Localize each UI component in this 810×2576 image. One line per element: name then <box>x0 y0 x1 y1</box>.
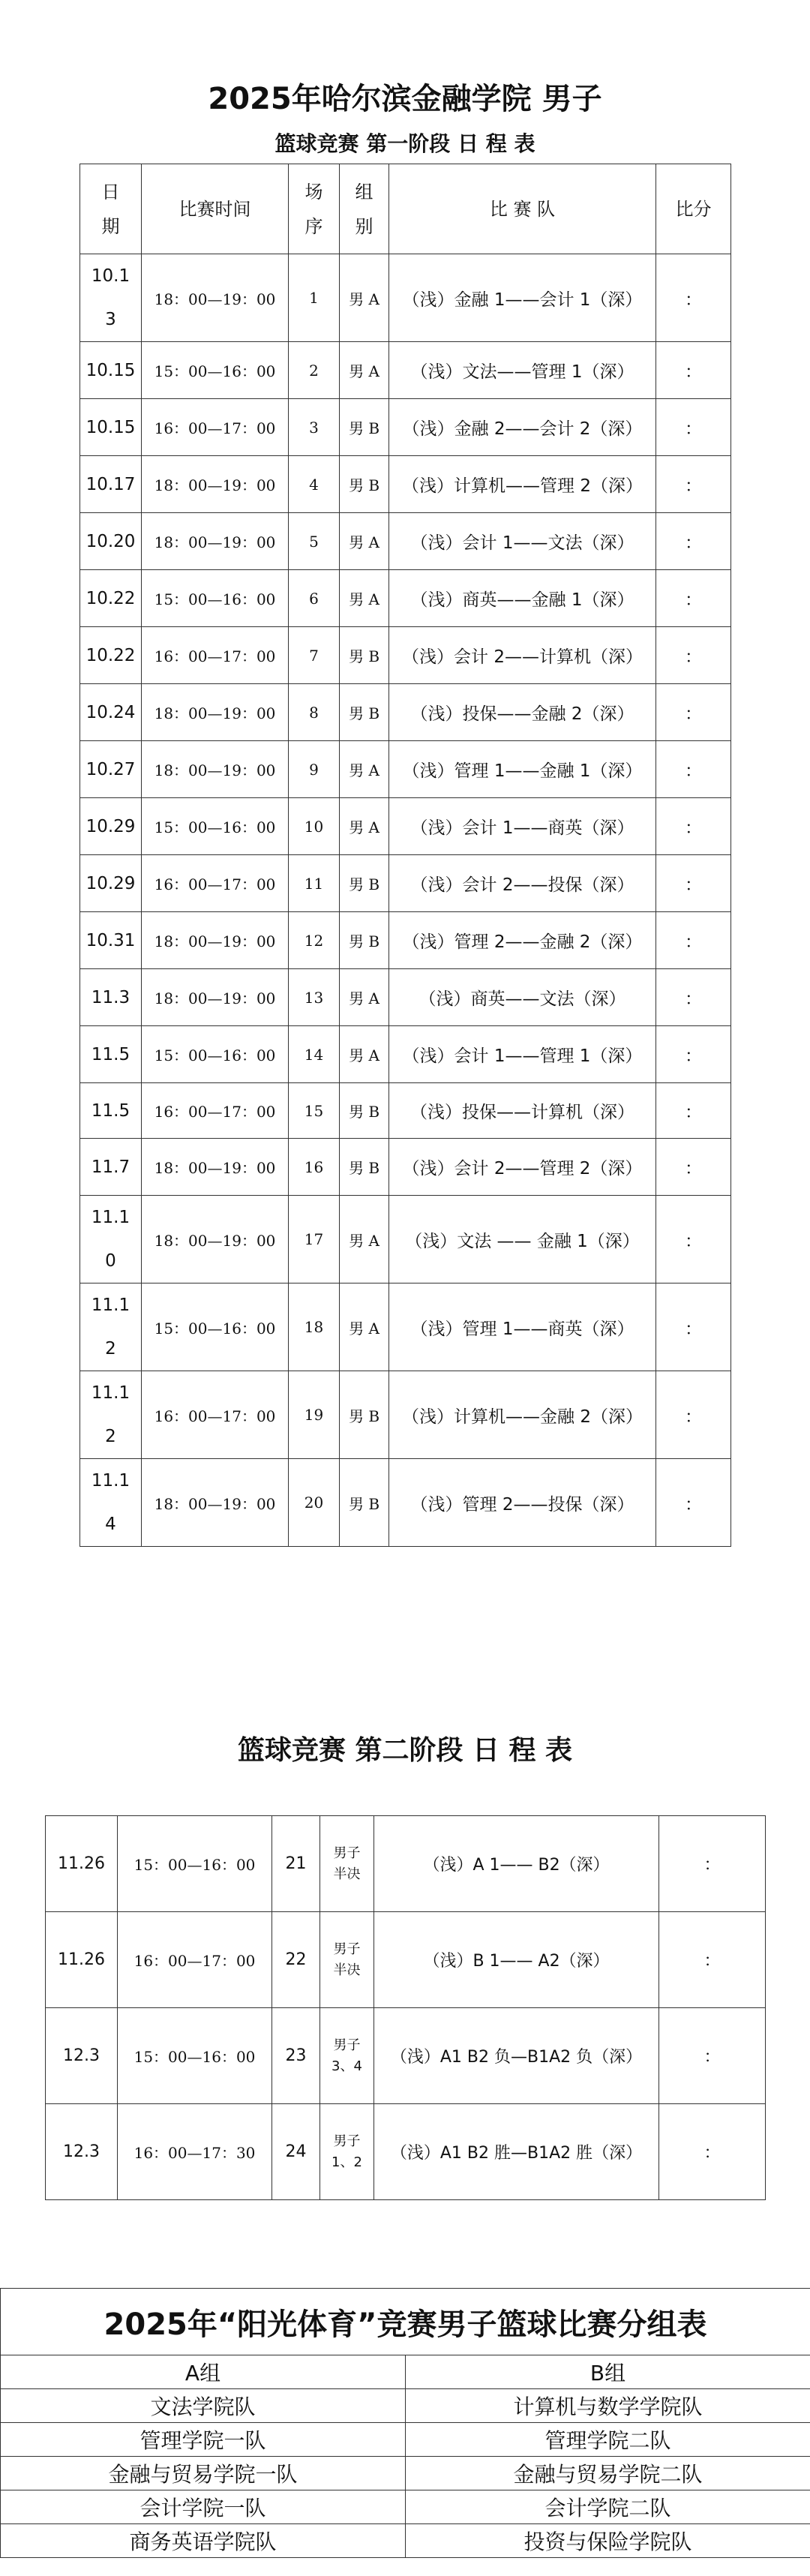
group-row <box>1 2524 810 2558</box>
group-table <box>0 2288 810 2558</box>
match-seq: 20 <box>289 1459 340 1547</box>
match-seq: 18 <box>289 1283 340 1371</box>
group-b-team: 投资与保险学院队 <box>406 2524 810 2558</box>
match-teams: （浅）金融 1——会计 1（深） <box>389 254 656 342</box>
match-date: 10.17 <box>80 456 142 513</box>
group-row <box>1 2457 810 2490</box>
match-date: 10.24 <box>80 684 142 741</box>
match-seq: 12 <box>289 912 340 969</box>
match-date: 10.15 <box>80 342 142 399</box>
stage1-row <box>80 342 731 399</box>
match-score: ： <box>659 1816 766 1912</box>
stage1-row <box>80 969 731 1026</box>
match-teams: （浅）会计 1——商英（深） <box>389 798 656 855</box>
match-score: ： <box>656 627 731 684</box>
match-time: 15：00—16：00 <box>118 1816 272 1912</box>
group-a-team: 金融与贸易学院一队 <box>1 2457 406 2490</box>
match-time: 16：00—17：00 <box>142 1083 289 1139</box>
match-teams: （浅）A 1—— B2（深） <box>374 1816 659 1912</box>
match-seq: 17 <box>289 1196 340 1283</box>
match-time: 18：00—19：00 <box>142 1459 289 1547</box>
match-seq: 7 <box>289 627 340 684</box>
group-row <box>1 2389 810 2423</box>
match-date: 10.22 <box>80 570 142 627</box>
header-group: 组 别 <box>340 164 389 254</box>
match-time: 15：00—16：00 <box>142 570 289 627</box>
match-date: 11.1 2 <box>80 1371 142 1459</box>
header-time: 比赛时间 <box>142 164 289 254</box>
match-score: ： <box>656 342 731 399</box>
match-date: 11.5 <box>80 1083 142 1139</box>
match-date: 11.1 4 <box>80 1459 142 1547</box>
stage1-header-row <box>80 164 731 254</box>
match-score: ： <box>656 1026 731 1083</box>
stage1-row <box>80 1139 731 1196</box>
stage1-subtitle: 篮球竞赛 第一阶段 日 程 表 <box>274 131 536 156</box>
match-time: 16：00—17：00 <box>142 627 289 684</box>
match-time: 18：00—19：00 <box>142 513 289 570</box>
match-date: 11.1 0 <box>80 1196 142 1283</box>
match-group: 男 B <box>340 1371 389 1459</box>
match-teams: （浅）商英——金融 1（深） <box>389 570 656 627</box>
match-group: 男 A <box>340 741 389 798</box>
stage1-row <box>80 456 731 513</box>
match-score: ： <box>656 513 731 570</box>
match-group: 男 B <box>340 456 389 513</box>
match-seq: 15 <box>289 1083 340 1139</box>
match-teams: （浅）计算机——金融 2（深） <box>389 1371 656 1459</box>
stage1-row <box>80 1283 731 1371</box>
stage1-row <box>80 798 731 855</box>
match-score: ： <box>656 1083 731 1139</box>
match-teams: （浅）计算机——管理 2（深） <box>389 456 656 513</box>
stage1-row <box>80 912 731 969</box>
match-teams: （浅）管理 2——投保（深） <box>389 1459 656 1547</box>
match-date: 10.20 <box>80 513 142 570</box>
match-seq: 10 <box>289 798 340 855</box>
match-date: 10.22 <box>80 627 142 684</box>
match-date: 10.29 <box>80 798 142 855</box>
match-teams: （浅）会计 2——计算机（深） <box>389 627 656 684</box>
match-teams: （浅）管理 1——金融 1（深） <box>389 741 656 798</box>
match-seq: 9 <box>289 741 340 798</box>
match-score: ： <box>656 456 731 513</box>
match-date: 11.7 <box>80 1139 142 1196</box>
stage2-row <box>46 2008 766 2104</box>
match-teams: （浅）投保——计算机（深） <box>389 1083 656 1139</box>
match-score: ： <box>656 798 731 855</box>
stage1-row <box>80 627 731 684</box>
stage2-row <box>46 1912 766 2008</box>
group-a-team: 文法学院队 <box>1 2389 406 2423</box>
match-score: ： <box>656 912 731 969</box>
stage2-schedule-table <box>45 1815 766 2200</box>
match-date: 10.1 3 <box>80 254 142 342</box>
stage1-row <box>80 1459 731 1547</box>
group-table-title: 2025年“阳光体育”竞赛男子篮球比赛分组表 <box>1 2289 810 2355</box>
match-group: 男 A <box>340 342 389 399</box>
stage1-row <box>80 1196 731 1283</box>
match-teams: （浅）B 1—— A2（深） <box>374 1912 659 2008</box>
header-teams: 比 赛 队 <box>389 164 656 254</box>
match-date: 10.31 <box>80 912 142 969</box>
match-score: ： <box>656 1139 731 1196</box>
match-time: 18：00—19：00 <box>142 741 289 798</box>
stage1-schedule-table <box>80 164 731 1547</box>
match-date: 12.3 <box>46 2008 118 2104</box>
match-teams: （浅）会计 2——管理 2（深） <box>389 1139 656 1196</box>
match-group: 男 B <box>340 1459 389 1547</box>
match-seq: 13 <box>289 969 340 1026</box>
match-score: ： <box>656 254 731 342</box>
match-teams: （浅）管理 2——金融 2（深） <box>389 912 656 969</box>
match-teams: （浅）会计 2——投保（深） <box>389 855 656 912</box>
stage1-row <box>80 570 731 627</box>
match-date: 10.29 <box>80 855 142 912</box>
match-score: ： <box>656 1283 731 1371</box>
match-score: ： <box>656 855 731 912</box>
match-score: ： <box>656 684 731 741</box>
match-group: 男 A <box>340 969 389 1026</box>
match-group: 男 B <box>340 912 389 969</box>
match-seq: 11 <box>289 855 340 912</box>
group-b-team: 管理学院二队 <box>406 2423 810 2457</box>
stage1-row <box>80 254 731 342</box>
match-group: 男 A <box>340 254 389 342</box>
match-seq: 2 <box>289 342 340 399</box>
match-date: 11.3 <box>80 969 142 1026</box>
stage1-row <box>80 855 731 912</box>
match-date: 11.5 <box>80 1026 142 1083</box>
group-b-label: B组 <box>406 2355 810 2389</box>
match-score: ： <box>656 1196 731 1283</box>
match-time: 15：00—16：00 <box>142 1283 289 1371</box>
match-group: 男子 半决 <box>320 1816 374 1912</box>
stage1-row <box>80 1371 731 1459</box>
match-date: 11.1 2 <box>80 1283 142 1371</box>
match-date: 11.26 <box>46 1912 118 2008</box>
match-time: 16：00—17：00 <box>118 1912 272 2008</box>
match-time: 18：00—19：00 <box>142 969 289 1026</box>
stage2-row <box>46 2104 766 2200</box>
match-teams: （浅）商英——文法（深） <box>389 969 656 1026</box>
match-score: ： <box>659 2104 766 2200</box>
group-row <box>1 2423 810 2457</box>
stage1-title: 2025年哈尔滨金融学院 男子 <box>208 82 602 116</box>
match-time: 18：00—19：00 <box>142 912 289 969</box>
group-a-label: A组 <box>1 2355 406 2389</box>
stage1-row <box>80 1026 731 1083</box>
match-score: ： <box>656 1459 731 1547</box>
match-seq: 4 <box>289 456 340 513</box>
match-teams: （浅）会计 1——管理 1（深） <box>389 1026 656 1083</box>
stage1-row <box>80 1083 731 1139</box>
match-seq: 21 <box>272 1816 320 1912</box>
match-time: 15：00—16：00 <box>142 798 289 855</box>
match-score: ： <box>656 570 731 627</box>
group-a-team: 商务英语学院队 <box>1 2524 406 2558</box>
match-time: 18：00—19：00 <box>142 1139 289 1196</box>
match-group: 男 B <box>340 1083 389 1139</box>
stage1-row <box>80 513 731 570</box>
match-seq: 23 <box>272 2008 320 2104</box>
group-row <box>1 2490 810 2524</box>
match-group: 男 B <box>340 1139 389 1196</box>
header-score: 比分 <box>656 164 731 254</box>
match-seq: 1 <box>289 254 340 342</box>
match-group: 男 B <box>340 684 389 741</box>
stage2-row <box>46 1816 766 1912</box>
match-time: 18：00—19：00 <box>142 254 289 342</box>
match-seq: 16 <box>289 1139 340 1196</box>
match-date: 12.3 <box>46 2104 118 2200</box>
match-score: ： <box>656 741 731 798</box>
match-score: ： <box>659 2008 766 2104</box>
match-group: 男 B <box>340 399 389 456</box>
match-seq: 3 <box>289 399 340 456</box>
match-group: 男 A <box>340 1196 389 1283</box>
match-time: 15：00—16：00 <box>142 342 289 399</box>
match-teams: （浅）金融 2——会计 2（深） <box>389 399 656 456</box>
stage1-row <box>80 399 731 456</box>
match-group: 男 B <box>340 627 389 684</box>
match-teams: （浅）管理 1——商英（深） <box>389 1283 656 1371</box>
match-time: 15：00—16：00 <box>118 2008 272 2104</box>
group-b-team: 金融与贸易学院二队 <box>406 2457 810 2490</box>
group-b-team: 会计学院二队 <box>406 2490 810 2524</box>
match-seq: 22 <box>272 1912 320 2008</box>
match-teams: （浅）A1 B2 负—B1A2 负（深） <box>374 2008 659 2104</box>
match-date: 11.26 <box>46 1816 118 1912</box>
match-teams: （浅）投保——金融 2（深） <box>389 684 656 741</box>
match-group: 男 A <box>340 798 389 855</box>
match-group: 男 A <box>340 1026 389 1083</box>
match-seq: 5 <box>289 513 340 570</box>
match-time: 18：00—19：00 <box>142 684 289 741</box>
match-time: 16：00—17：30 <box>118 2104 272 2200</box>
match-score: ： <box>656 399 731 456</box>
stage2-title: 篮球竞赛 第二阶段 日 程 表 <box>237 1735 573 1766</box>
match-group: 男 A <box>340 1283 389 1371</box>
match-score: ： <box>656 1371 731 1459</box>
match-time: 16：00—17：00 <box>142 399 289 456</box>
match-time: 18：00—19：00 <box>142 456 289 513</box>
match-seq: 6 <box>289 570 340 627</box>
match-time: 16：00—17：00 <box>142 1371 289 1459</box>
match-teams: （浅）文法 —— 金融 1（深） <box>389 1196 656 1283</box>
header-date: 日 期 <box>80 164 142 254</box>
match-group: 男 B <box>340 855 389 912</box>
match-seq: 14 <box>289 1026 340 1083</box>
match-seq: 19 <box>289 1371 340 1459</box>
match-teams: （浅）会计 1——文法（深） <box>389 513 656 570</box>
stage1-row <box>80 684 731 741</box>
match-date: 10.27 <box>80 741 142 798</box>
match-time: 15：00—16：00 <box>142 1026 289 1083</box>
match-time: 18：00—19：00 <box>142 1196 289 1283</box>
match-teams: （浅）A1 B2 胜—B1A2 胜（深） <box>374 2104 659 2200</box>
match-time: 16：00—17：00 <box>142 855 289 912</box>
match-group: 男子 半决 <box>320 1912 374 2008</box>
group-a-team: 管理学院一队 <box>1 2423 406 2457</box>
group-a-team: 会计学院一队 <box>1 2490 406 2524</box>
match-group: 男子 1、2 <box>320 2104 374 2200</box>
match-group: 男子 3、4 <box>320 2008 374 2104</box>
header-seq: 场 序 <box>289 164 340 254</box>
match-group: 男 A <box>340 570 389 627</box>
match-seq: 24 <box>272 2104 320 2200</box>
match-score: ： <box>659 1912 766 2008</box>
group-b-team: 计算机与数学学院队 <box>406 2389 810 2423</box>
match-seq: 8 <box>289 684 340 741</box>
match-group: 男 A <box>340 513 389 570</box>
match-teams: （浅）文法——管理 1（深） <box>389 342 656 399</box>
match-score: ： <box>656 969 731 1026</box>
match-date: 10.15 <box>80 399 142 456</box>
stage1-row <box>80 741 731 798</box>
